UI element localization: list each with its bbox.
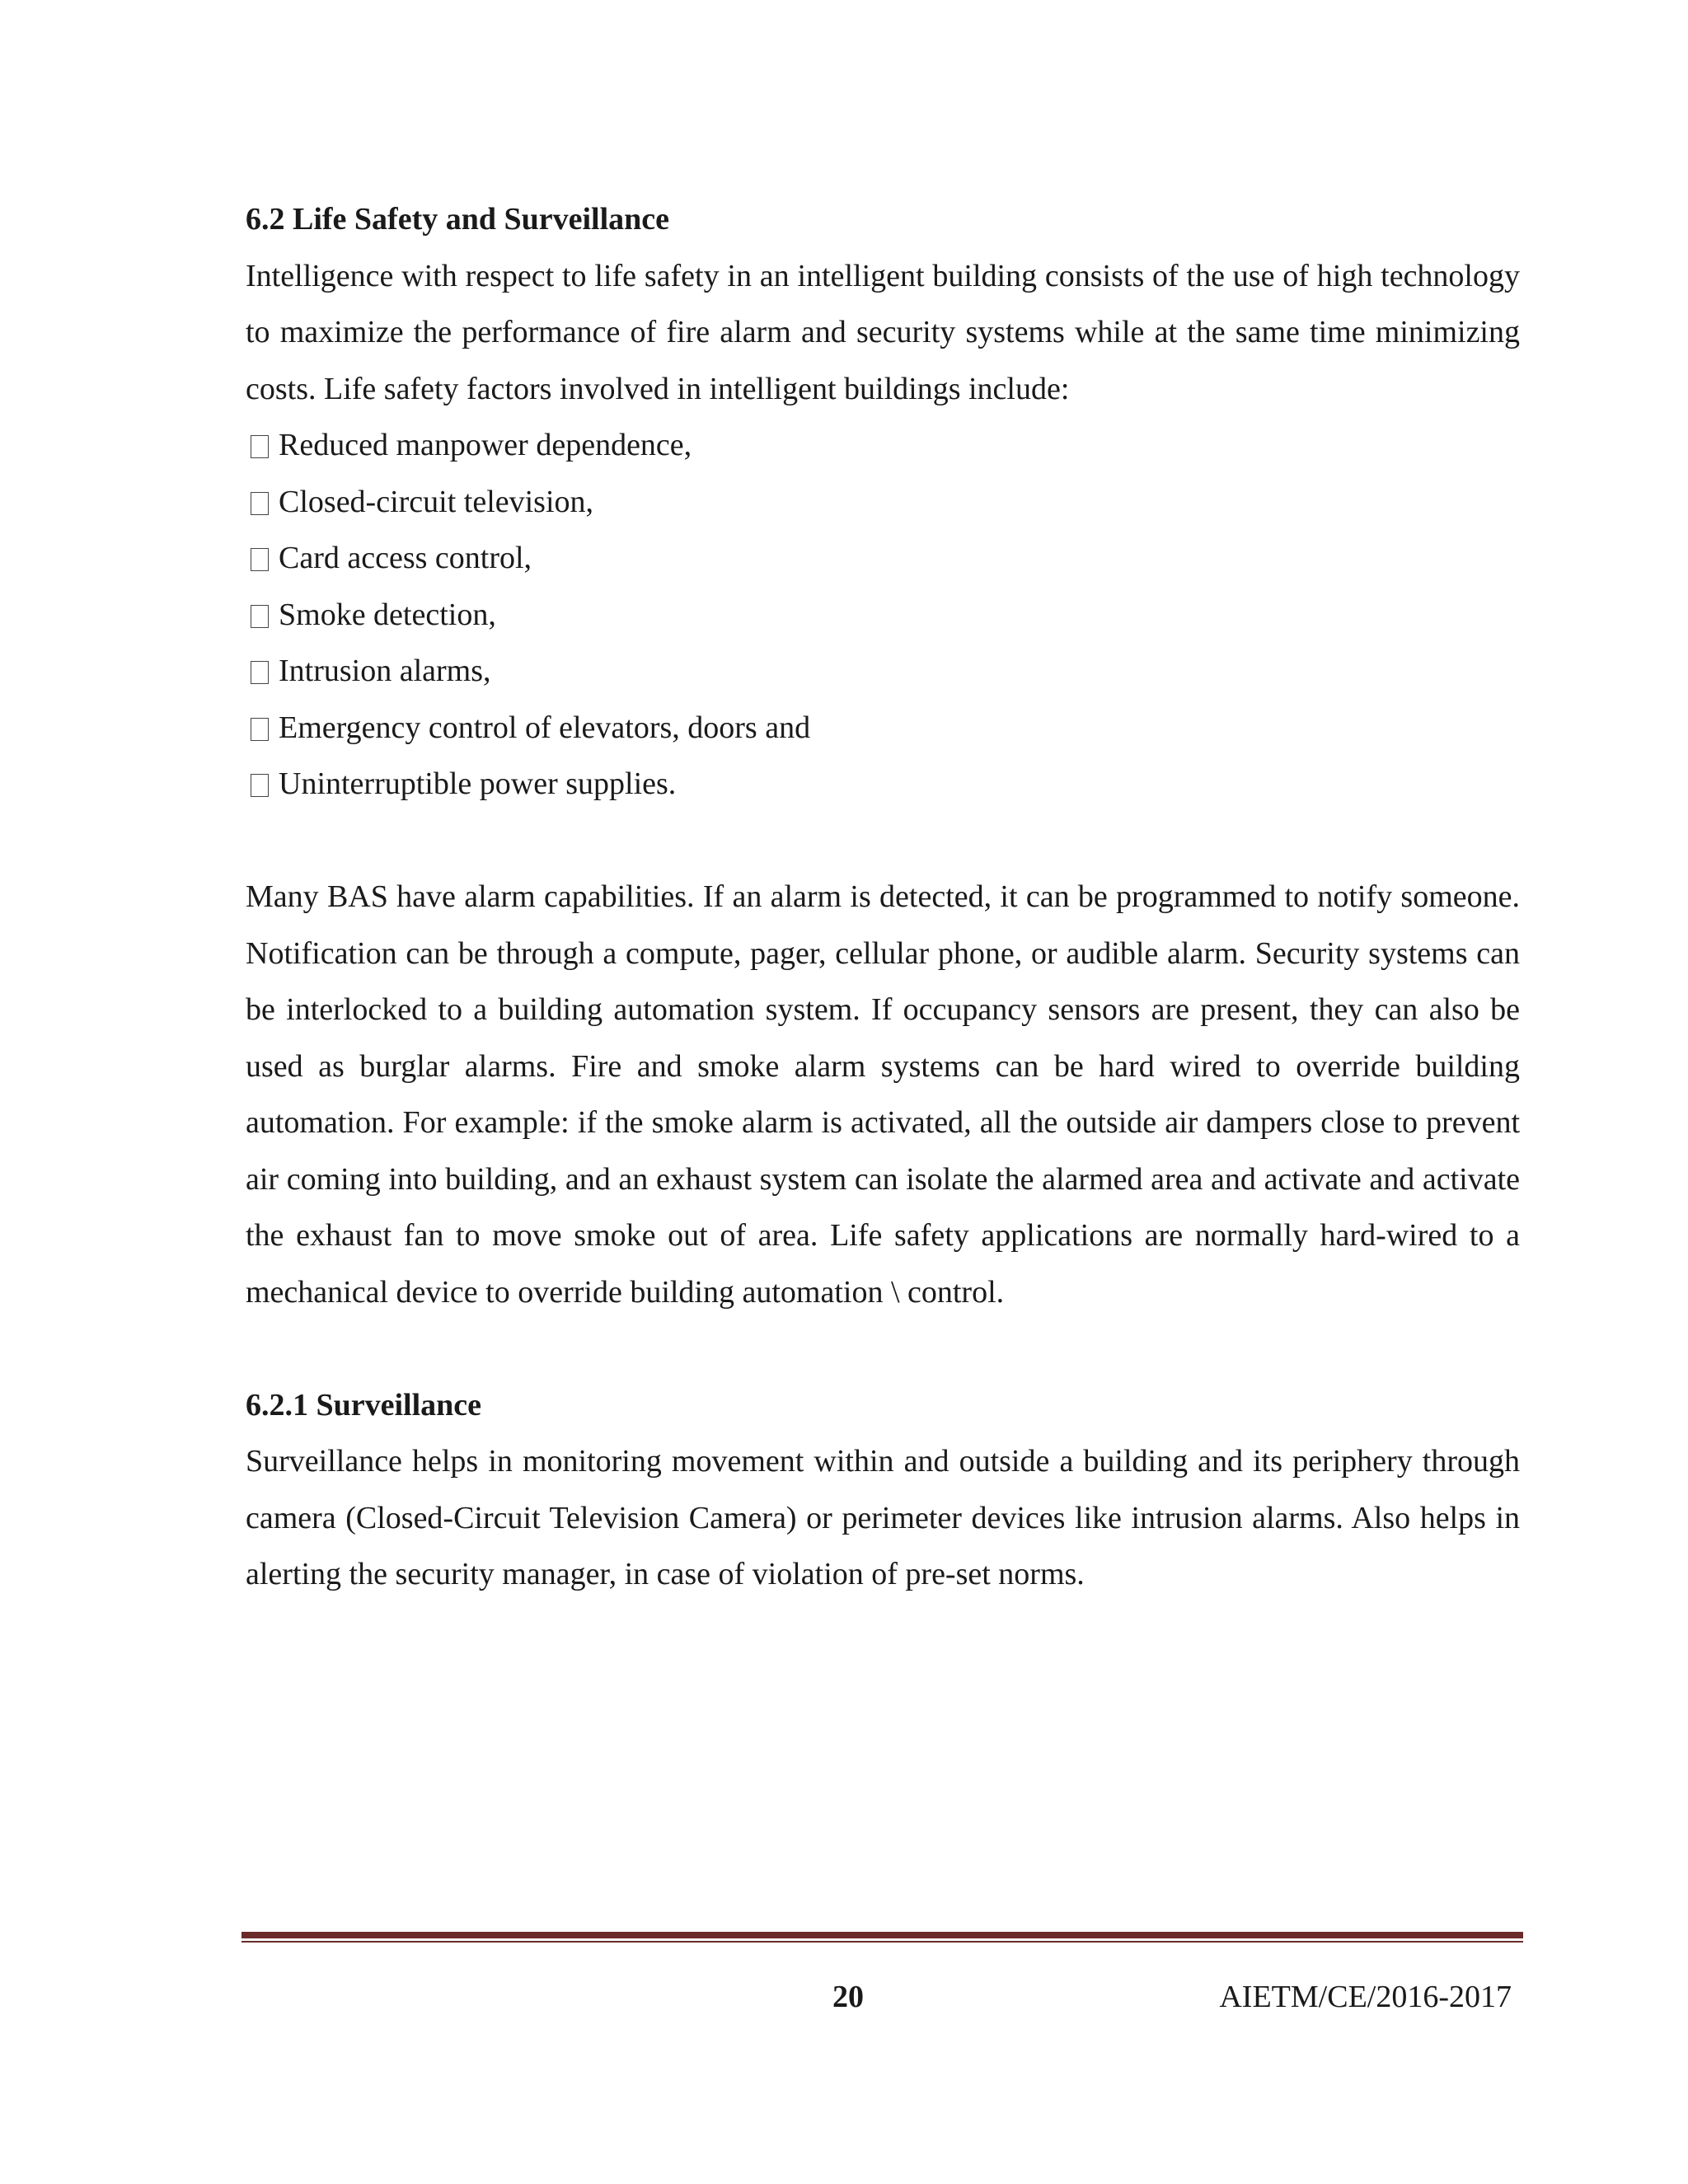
footer-rule-thin xyxy=(241,1941,1523,1943)
square-bullet-icon xyxy=(251,435,269,458)
footer-rule xyxy=(241,1932,1523,1943)
list-item xyxy=(246,756,1520,813)
list-item-text: Intrusion alarms, xyxy=(279,654,491,688)
square-bullet-icon xyxy=(251,548,269,571)
square-bullet-icon xyxy=(251,661,269,684)
square-bullet-icon xyxy=(251,718,269,741)
square-bullet-icon xyxy=(251,605,269,628)
footer-rule-thick xyxy=(241,1932,1523,1938)
page-number: 20 xyxy=(832,1980,864,2014)
square-bullet-icon xyxy=(251,492,269,515)
square-bullet-icon xyxy=(251,774,269,797)
list-item xyxy=(246,530,1520,587)
intro-paragraph: Intelligence with respect to life safety in an intelligent building consists of the use of high technology to maximize the performance of fire alarm and security systems while at the same time minimizing costs. Life safety factors involved in intelligent buildings include: xyxy=(246,258,1520,406)
section-heading: 6.2 Life Safety and Surveillance xyxy=(246,202,670,237)
list-item xyxy=(246,700,1520,757)
list-item xyxy=(246,417,1520,474)
list-item-text: Emergency control of elevators, doors and xyxy=(279,710,811,745)
paragraph-spacer xyxy=(246,1320,1520,1377)
list-item-text: Closed-circuit television, xyxy=(279,484,594,519)
list-item-text: Uninterruptible power supplies. xyxy=(279,766,677,801)
list-item-text: Smoke detection, xyxy=(279,597,496,632)
footer-document-code: AIETM/CE/2016-2017 xyxy=(1219,1980,1512,2014)
alarm-paragraph: Many BAS have alarm capabilities. If an alarm is detected, it can be programmed to notify someone. Notification can be through a compute, pager, cellular phone, or audible alarm. Security systems can be interlocked to a building automation system. If occupancy sensors are present, they can also be used as burglar alarms. Fire and smoke alarm systems can be hard wired to override building automation. For example: if the smoke alarm is activated, all the outside air dampers close to prevent air coming into building, and an exhaust system can isolate the alarmed area and activate and activate the exhaust fan to move smoke out of area. Life safety applications are normally hard-wired to a mechanical device to override building automation \ control. xyxy=(246,879,1520,1310)
list-item-text: Reduced manpower dependence, xyxy=(279,428,692,462)
list-item xyxy=(246,587,1520,644)
list-item-text: Card access control, xyxy=(279,541,532,575)
life-safety-factors-list xyxy=(246,417,1520,813)
surveillance-paragraph: Surveillance helps in monitoring movement within and outside a building and its periphery through camera (Closed-Circuit Television Camera) or perimeter devices like intrusion alarms. Also helps in alerting the security manager, in case of violation of pre-set norms. xyxy=(246,1444,1520,1591)
list-item xyxy=(246,474,1520,531)
page-content xyxy=(246,191,1520,1603)
paragraph-spacer xyxy=(246,813,1520,869)
list-item xyxy=(246,643,1520,700)
subsection-heading: 6.2.1 Surveillance xyxy=(246,1387,482,1422)
